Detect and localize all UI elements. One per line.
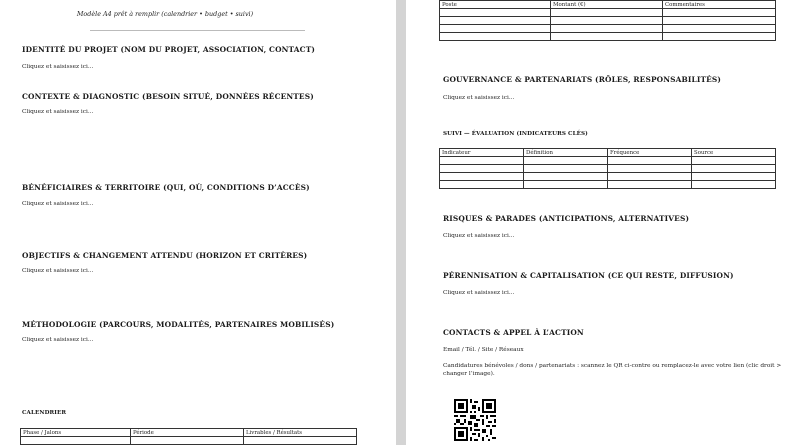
table-row[interactable] (440, 25, 776, 33)
table-cell[interactable] (440, 165, 524, 173)
table-cell[interactable] (608, 157, 692, 165)
table-cell[interactable] (692, 173, 776, 181)
table-cell[interactable] (131, 437, 244, 445)
table-cell[interactable] (663, 33, 776, 41)
contacts-line[interactable]: Email / Tél. / Site / Réseaux (443, 347, 524, 353)
table-row[interactable] (440, 181, 776, 189)
table-cell[interactable] (440, 25, 551, 33)
section-title-risques: RISQUES & PARADES (ANTICIPATIONS, ALTERNATIVES) (443, 214, 690, 223)
table-header-cell: Source (692, 149, 776, 157)
evaluation-table (439, 148, 776, 189)
section-field-identite[interactable]: Cliquez et saisissez ici... (22, 64, 94, 70)
table-cell[interactable] (244, 437, 357, 445)
table-row[interactable] (440, 33, 776, 41)
section-title-perennisation: PÉRENNISATION & CAPITALISATION (CE QUI RESTE, DIFFUSION) (443, 271, 734, 280)
qr-code-icon[interactable] (454, 399, 496, 441)
contacts-call-to-action[interactable]: Candidatures bénévoles / dons / partenariats : scannez le QR ci-contre ou remplacez-le avec votre lien (clic droit > changer l’image). (443, 363, 782, 378)
table-cell[interactable] (440, 33, 551, 41)
table-cell[interactable] (663, 25, 776, 33)
table-row[interactable] (440, 9, 776, 17)
document-page-left (0, 0, 396, 445)
table-header-row (440, 149, 776, 157)
table-cell[interactable] (440, 17, 551, 25)
table-cell[interactable] (524, 173, 608, 181)
section-field-contexte[interactable]: Cliquez et saisissez ici... (22, 109, 94, 115)
table-cell[interactable] (692, 165, 776, 173)
table-cell[interactable] (663, 9, 776, 17)
table-cell[interactable] (692, 181, 776, 189)
section-title-beneficiaires: BÉNÉFICIAIRES & TERRITOIRE (QUI, OÙ, CONDITIONS D’ACCÈS) (22, 183, 310, 192)
calendar-title: CALENDRIER (22, 410, 67, 416)
table-header-cell: Montant (€) (551, 1, 663, 9)
section-field-gouvernance[interactable]: Cliquez et saisissez ici... (443, 95, 515, 101)
table-cell[interactable] (440, 157, 524, 165)
table-cell[interactable] (524, 157, 608, 165)
table-cell[interactable] (21, 437, 131, 445)
table-cell[interactable] (440, 9, 551, 17)
page-gutter (396, 0, 406, 445)
table-cell[interactable] (440, 181, 524, 189)
evaluation-title: SUIVI — ÉVALUATION (INDICATEURS CLÉS) (443, 131, 588, 137)
table-row[interactable] (440, 157, 776, 165)
section-title-objectifs: OBJECTIFS & CHANGEMENT ATTENDU (HORIZON ET CRITÈRES) (22, 251, 308, 260)
table-header-cell: Phase / Jalons (21, 429, 131, 437)
section-field-beneficiaires[interactable]: Cliquez et saisissez ici... (22, 201, 94, 207)
table-row[interactable] (440, 173, 776, 181)
table-row[interactable] (21, 437, 357, 445)
table-header-cell: Définition (524, 149, 608, 157)
table-row[interactable] (440, 17, 776, 25)
section-title-identite: IDENTITÉ DU PROJET (NOM DU PROJET, ASSOCIATION, CONTACT) (22, 45, 316, 54)
section-title-contacts: CONTACTS & APPEL À L’ACTION (443, 328, 584, 337)
calendar-table (20, 428, 357, 445)
section-field-methodologie[interactable]: Cliquez et saisissez ici... (22, 337, 94, 343)
table-row[interactable] (440, 165, 776, 173)
document-subtitle: Modèle A4 prêt à remplir (calendrier • budget • suivi) (76, 10, 254, 18)
table-header-cell: Commentaires (663, 1, 776, 9)
table-cell[interactable] (551, 25, 663, 33)
subtitle-divider (90, 30, 305, 31)
table-cell[interactable] (551, 33, 663, 41)
table-header-row (440, 1, 776, 9)
table-cell[interactable] (608, 165, 692, 173)
table-cell[interactable] (551, 9, 663, 17)
table-header-cell: Livrables / Résultats (244, 429, 357, 437)
table-header-cell: Poste (440, 1, 551, 9)
table-cell[interactable] (524, 181, 608, 189)
section-field-objectifs[interactable]: Cliquez et saisissez ici... (22, 268, 94, 274)
section-title-methodologie: MÉTHODOLOGIE (PARCOURS, MODALITÉS, PARTENAIRES MOBILISÉS) (22, 320, 335, 329)
table-header-cell: Fréquence (608, 149, 692, 157)
table-cell[interactable] (663, 17, 776, 25)
table-cell[interactable] (608, 173, 692, 181)
section-field-perennisation[interactable]: Cliquez et saisissez ici... (443, 290, 515, 296)
section-title-gouvernance: GOUVERNANCE & PARTENARIATS (RÔLES, RESPONSABILITÉS) (443, 75, 722, 84)
table-cell[interactable] (524, 165, 608, 173)
document-page-right (406, 0, 800, 445)
table-cell[interactable] (551, 17, 663, 25)
section-field-risques[interactable]: Cliquez et saisissez ici... (443, 233, 515, 239)
budget-table (439, 0, 776, 41)
table-header-cell: Indicateur (440, 149, 524, 157)
table-header-row (21, 429, 357, 437)
table-cell[interactable] (608, 181, 692, 189)
table-cell[interactable] (440, 173, 524, 181)
table-cell[interactable] (692, 157, 776, 165)
section-title-contexte: CONTEXTE & DIAGNOSTIC (BESOIN SITUÉ, DONNÉES RÉCENTES) (22, 92, 314, 101)
table-header-cell: Période (131, 429, 244, 437)
